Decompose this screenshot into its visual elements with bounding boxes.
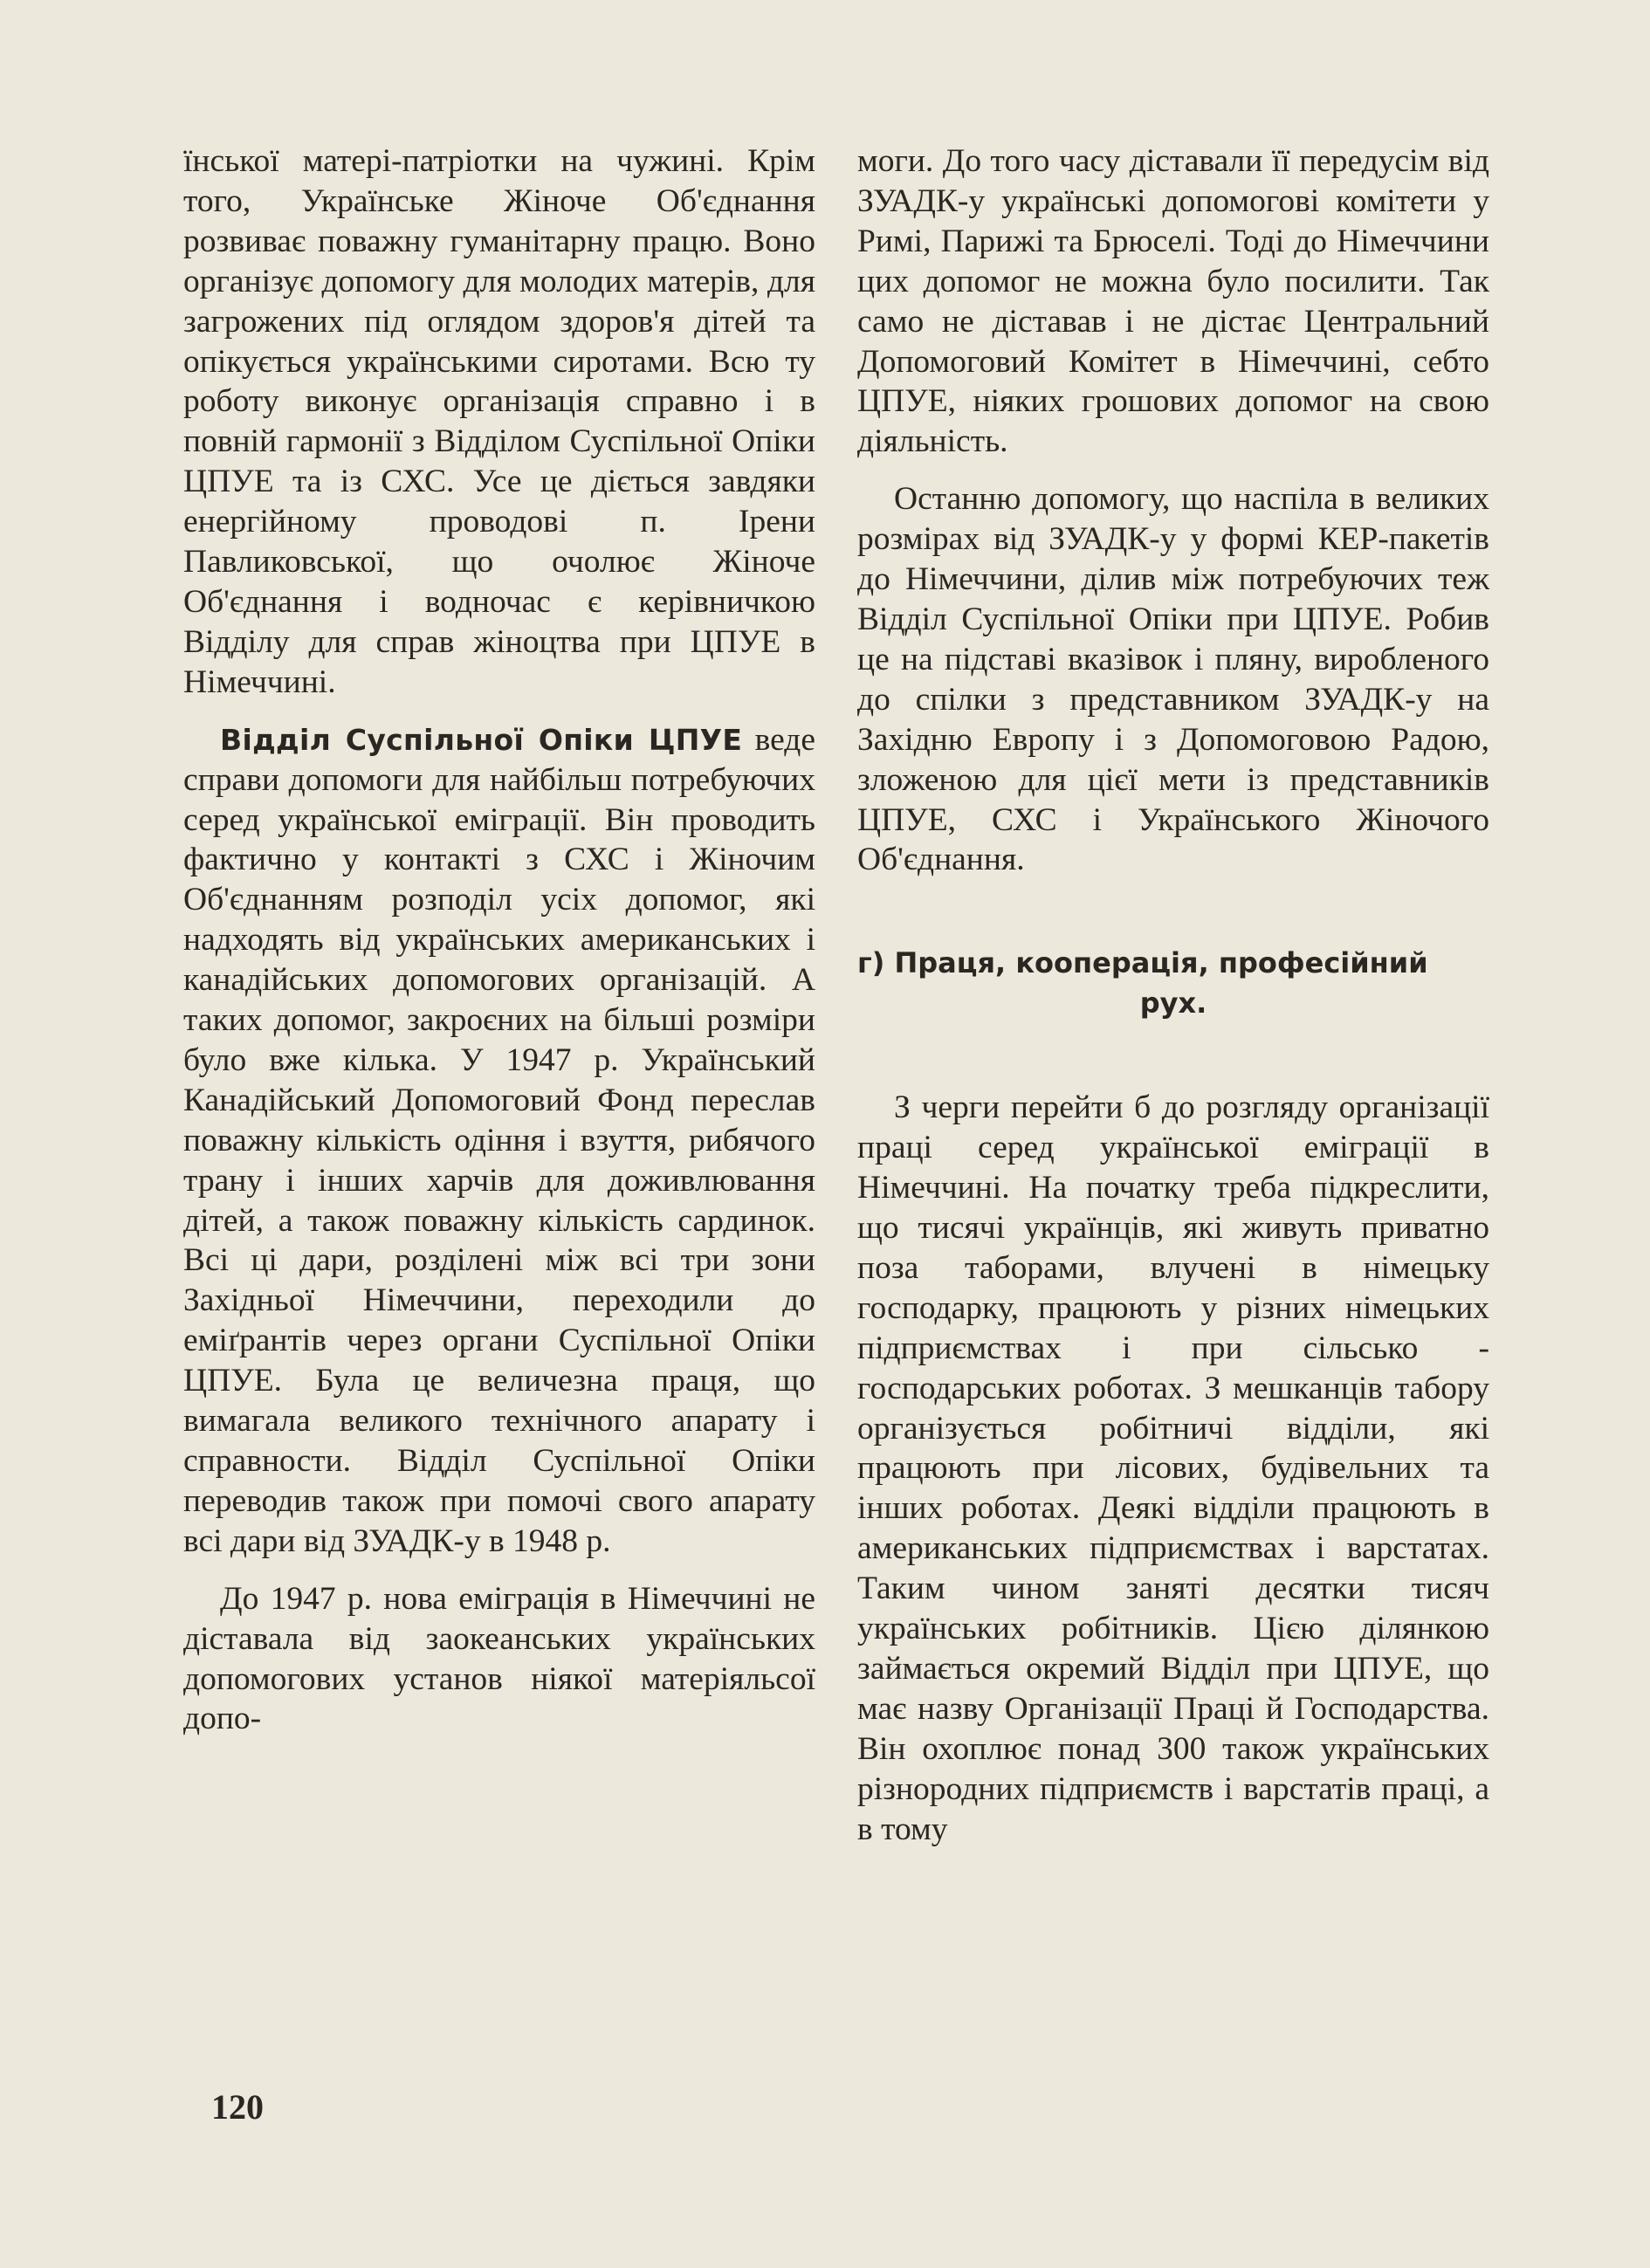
left-paragraph-2-body: веде справи допомоги для найбільш потребуючих серед української еміграції. Він проводить фактично у контакті з СХС і Жіночим Об'єднанням розподіл усіх допомог, які надходять від українських американських і канадійських допомогових організацій. А таких допомог, закроєних на більші розміри було вже кілька. У 1947 р. Український Канадійський Допомоговий Фонд переслав поважну кількість одіння і взуття, рибячого трану і інших харчів для доживлювання дітей, а також поважну кількість сардинок. Всі ці дари, розділені між всі три зони Західньої Німеччини, переходили до еміґрантів через органи Суспільної Опіки ЦПУЕ. Була це величезна праця, що вимагала великого технічного апарату і справности. Відділ Суспільної Опіки переводив також при помочі свого апарату всі дари від ЗУАДК-у в 1948 р. (183, 721, 815, 1559)
left-paragraph-1: їнської матері-патріотки на чужині. Крім того, Українське Жіноче Об'єднання розвиває поважну гуманітарну працю. Воно організує допомогу для молодих матерів, для загрожених під оглядом здоров'я дітей та опікується українськими сиротами. Всю ту роботу виконує організація справно і в повній гармонії з Відділом Суспільної Опіки ЦПУЕ та із СХС. Усе це діється завдяки енергійному проводові п. Ірени Павликовської, що очолює Жіноче Об'єднання і водночас є керівничкою Відділу для справ жіноцтва при ЦПУЕ в Німеччині. (183, 143, 815, 700)
section-heading (857, 903, 1489, 1063)
right-paragraph-2: Останню допомогу, що наспіла в великих розмірах від ЗУАДК-у у формі КЕР-пакетів до Німеччини, ділив між потребуючих теж Відділ Суспільної Опіки при ЦПУЕ. Робив це на підставі вказівок і пляну, виробленого до спілки з представником ЗУАДК-у на Західню Европу і з Допомоговою Радою, зложеною для цієї мети із представників ЦПУЕ, СХС і Українського Жіночого Об'єднання. (857, 481, 1489, 878)
section-heading-line-1: г) Праця, кооперація, професійний (857, 946, 1428, 980)
page-number: 120 (211, 2087, 264, 2127)
right-column (857, 141, 1489, 1850)
left-column (183, 141, 815, 1739)
left-paragraph-2 (183, 720, 815, 1562)
right-paragraph-3: З черги перейти б до розгляду організації праці серед української еміграції в Німеччині. На початку треба підкреслити, що тисячі українців, які живуть приватно поза таборами, влучені в німецьку господарку, працюють у різних німецьких підприємствах і при сільсько - господарських роботах. З мешканців табору організується робітничі відділи, які працюють при лісових, будівельних та інших роботах. Деякі відділи працюють в американських підприємствах і варстатах. Таким чином заняті десятки тисяч українських робітників. Цією ділянкою займається окремий Відділ при ЦПУЕ, що має назву Організації Праці й Господарства. Він охоплює понад 300 також українських різнородних підприємств і варстатів праці, а в тому (857, 1089, 1489, 1847)
right-paragraph-1: моги. До того часу діставали її передусім від ЗУАДК-у українські допомогові комітети у Римі, Парижі та Брюселі. Тоді до Німеччини цих допомог не можна було посилити. Так само не діставав і не дістає Центральний Допомоговий Комітет в Німеччині, себто ЦПУЕ, ніяких грошових допомог на свою діяльність. (857, 143, 1489, 460)
section-heading-line-2: рух. (1139, 986, 1207, 1021)
left-paragraph-3: До 1947 р. нова еміграція в Німеччині не діставала від заокеанських українських допомогових установ ніякої матеріяльсої допо- (183, 1580, 815, 1737)
social-care-heading: Відділ Суспільної Опіки ЦПУЕ (220, 722, 743, 757)
